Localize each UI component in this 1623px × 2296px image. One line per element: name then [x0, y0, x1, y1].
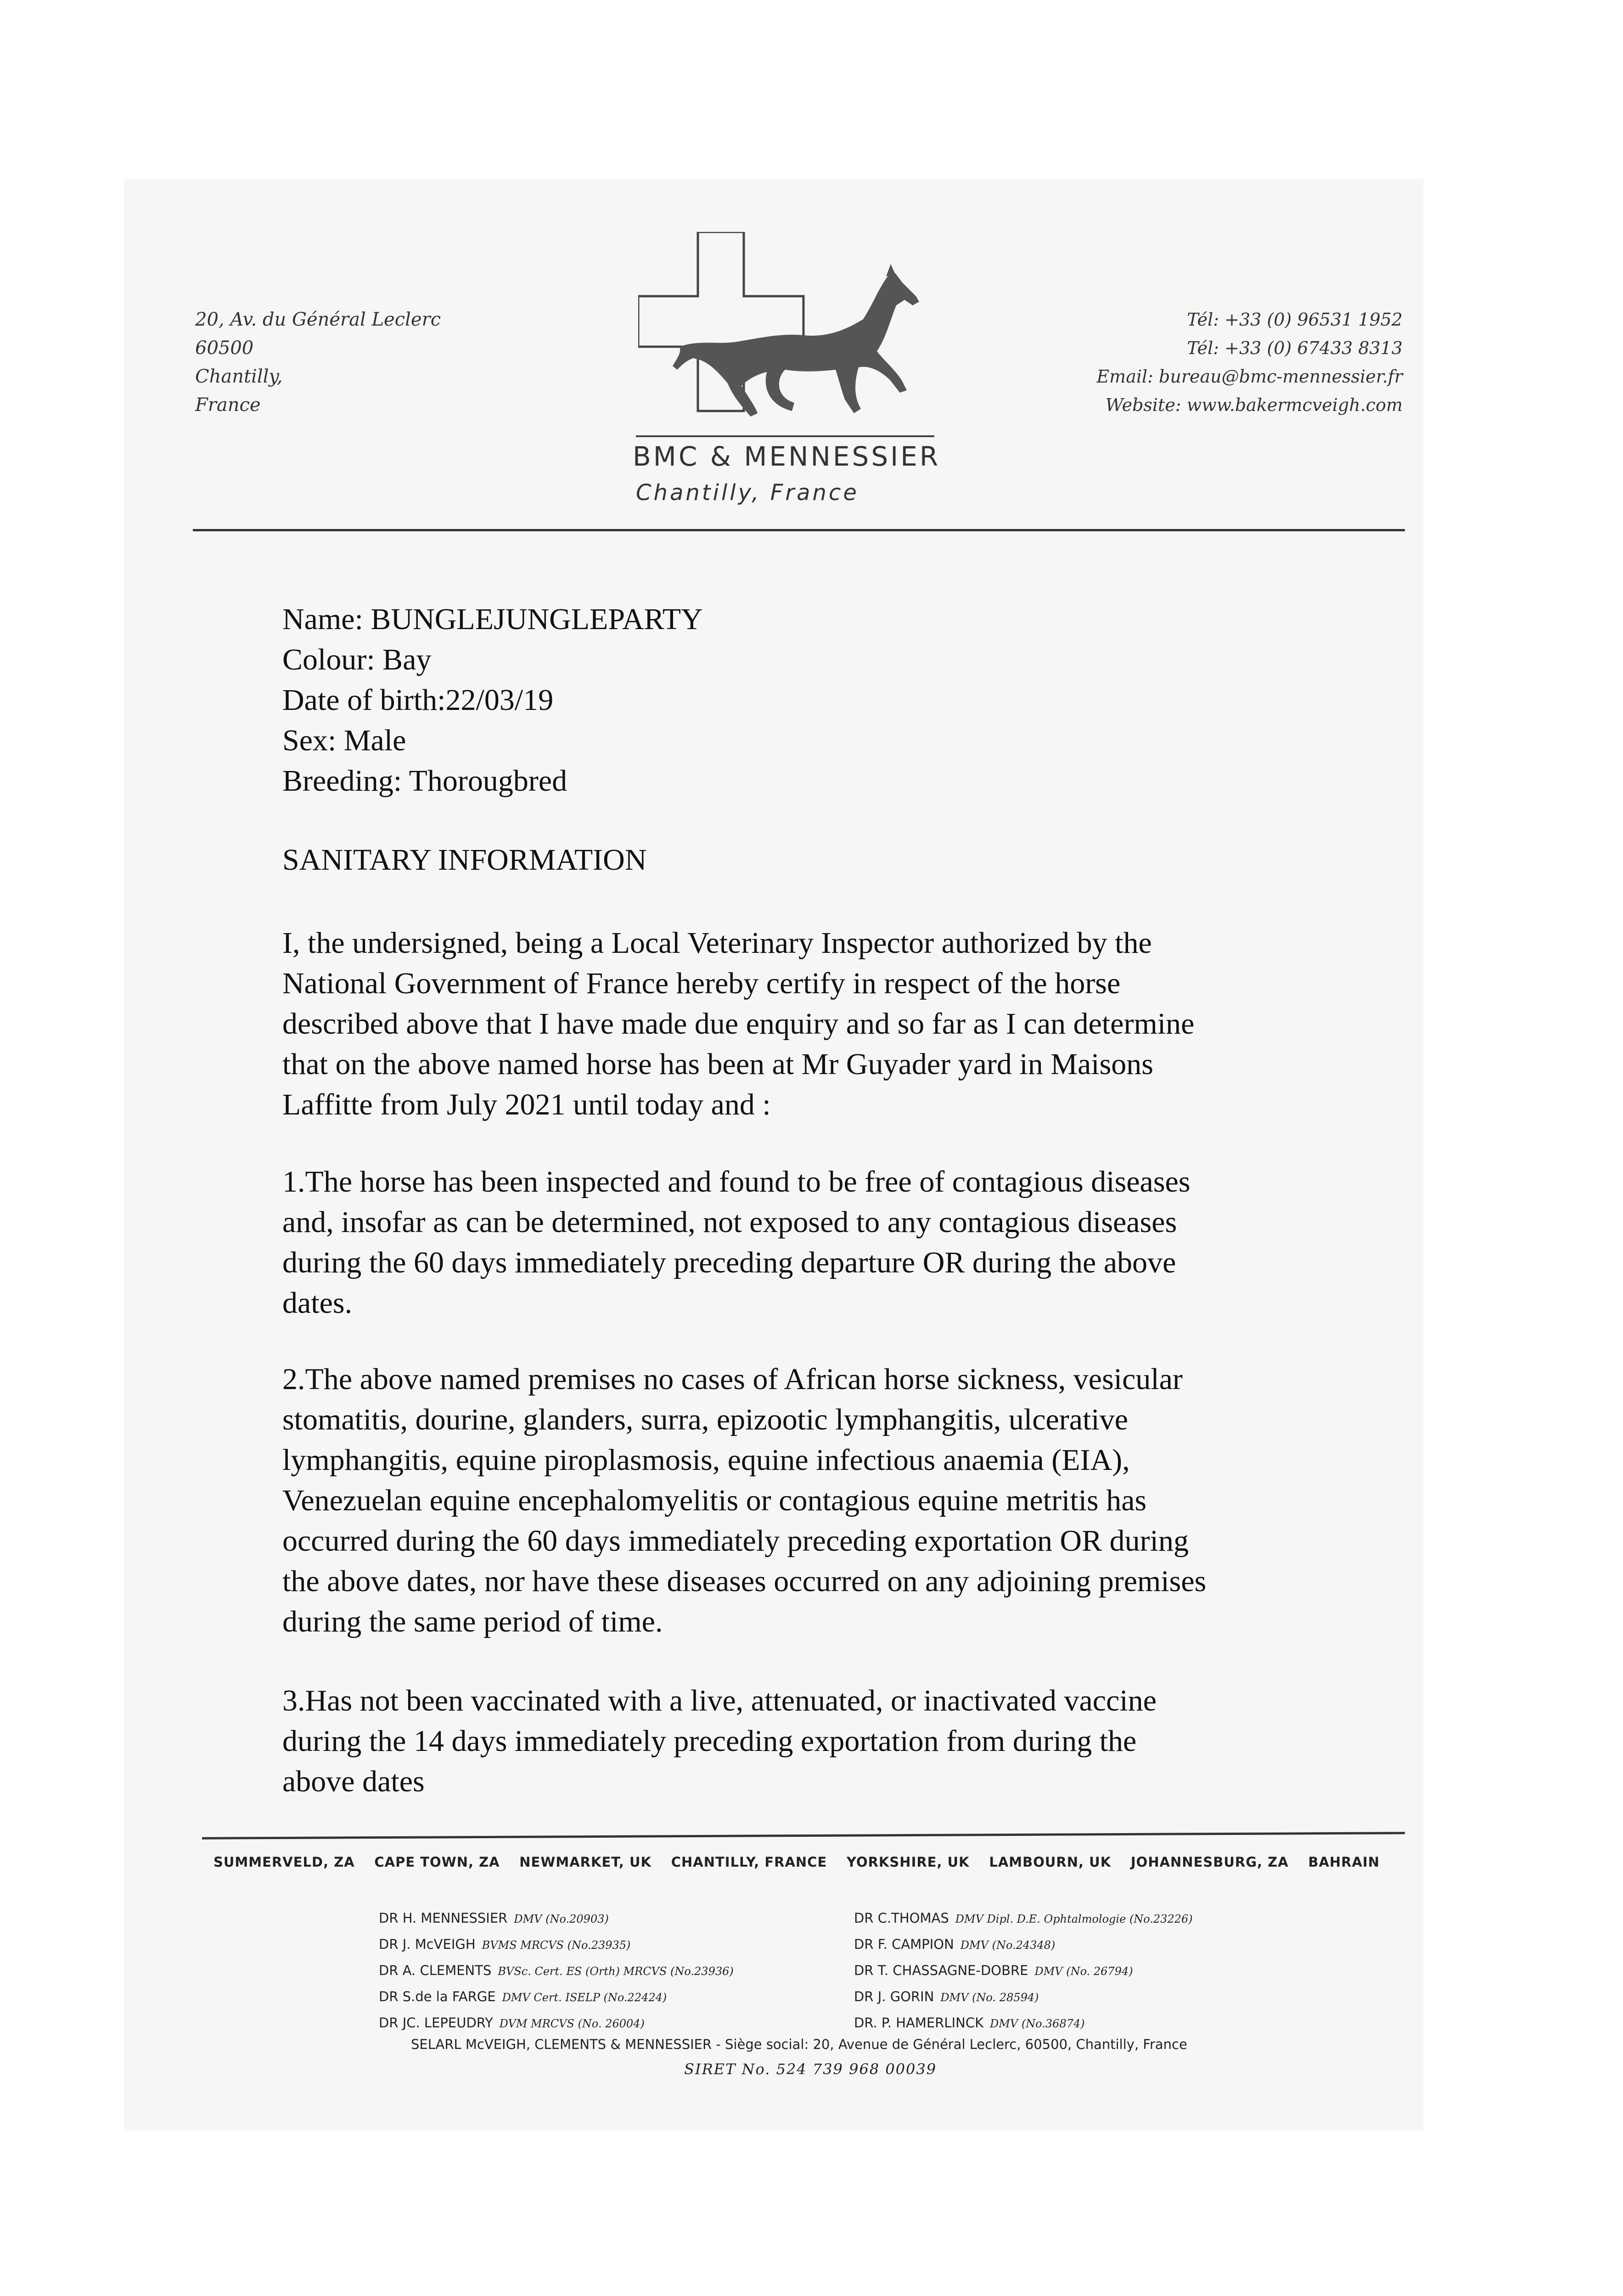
horse-breeding: Breeding: Thorougbred [282, 764, 567, 798]
doctor-entry [379, 1906, 734, 1932]
horse-colour: Colour: Bay [282, 643, 432, 676]
doctor-entry [379, 1958, 734, 1984]
doctor-credentials: BVSc. Cert. ES (Orth) MRCVS (No.23936) [498, 1965, 734, 1978]
text-line: during the 14 days immediately preceding exportation from during the [282, 1724, 1137, 1758]
doctor-entry [854, 1906, 1193, 1932]
doctor-entry [854, 1932, 1193, 1958]
doctor-entry [379, 1932, 734, 1958]
email-line: Email: bureau@bmc-mennessier.fr [1096, 366, 1403, 387]
location: NEWMARKET, UK [519, 1854, 652, 1870]
text-line: Venezuelan equine encephalomyelitis or contagious equine metritis has [282, 1484, 1147, 1517]
doctor-credentials: DMV (No. 26794) [1034, 1965, 1133, 1978]
doctor-entry [854, 2010, 1193, 2037]
address-line: 60500 [195, 338, 254, 359]
text-line: occurred during the 60 days immediately preceding exportation OR during [282, 1524, 1189, 1558]
horse-details [282, 599, 1315, 801]
siret-number: SIRET No. 524 739 968 00039 [684, 2060, 937, 2078]
location: JOHANNESBURG, ZA [1130, 1854, 1289, 1870]
doctors-list-right [854, 1906, 1193, 2037]
doctors-list-left [379, 1906, 734, 2037]
doctor-name: DR F. CAMPION [854, 1936, 954, 1952]
text-line: during the same period of time. [282, 1605, 663, 1638]
brand-location: Chantilly, France [636, 480, 859, 506]
brand-name: BMC & MENNESSIER [633, 441, 941, 472]
text-line: above dates [282, 1765, 425, 1798]
doctor-credentials: DMV (No.36874) [990, 2017, 1085, 2030]
text-line: during the 60 days immediately preceding departure OR during the above [282, 1246, 1176, 1279]
doctor-entry [854, 1984, 1193, 2010]
doctor-credentials: DMV (No.20903) [514, 1913, 609, 1925]
clause-1 [282, 1162, 1315, 1323]
clause-3 [282, 1681, 1315, 1802]
doctor-name: DR J. GORIN [854, 1989, 934, 2004]
doctor-credentials: DVM MRCVS (No. 26004) [499, 2017, 645, 2030]
text-line: Laffitte from July 2021 until today and : [282, 1088, 771, 1121]
doctor-name: DR A. CLEMENTS [379, 1963, 492, 1978]
company-registration: SELARL McVEIGH, CLEMENTS & MENNESSIER - Siège social: 20, Avenue de Général Leclerc, 60500, Chantilly, France [411, 2037, 1187, 2052]
doctor-name: DR JC. LEPEUDRY [379, 2015, 493, 2031]
doctor-entry [854, 1958, 1193, 1984]
text-line: I, the undersigned, being a Local Veterinary Inspector authorized by the [282, 926, 1152, 960]
horse-sex: Sex: Male [282, 724, 406, 757]
location: BAHRAIN [1308, 1854, 1380, 1870]
address-line: Chantilly, [195, 366, 283, 387]
text-line: that on the above named horse has been at Mr Guyader yard in Maisons [282, 1047, 1153, 1081]
address-line: 20, Av. du Général Leclerc [195, 309, 441, 330]
text-line: lymphangitis, equine piroplasmosis, equine infectious anaemia (EIA), [282, 1443, 1130, 1477]
brand-divider [636, 435, 934, 437]
text-line: and, insofar as can be determined, not exposed to any contagious diseases [282, 1205, 1177, 1239]
location: SUMMERVELD, ZA [213, 1854, 355, 1870]
location: YORKSHIRE, UK [846, 1854, 970, 1870]
doctor-name: DR H. MENNESSIER [379, 1910, 508, 1926]
text-line: National Government of France hereby certify in respect of the horse [282, 967, 1121, 1000]
doctor-entry [379, 2010, 734, 2037]
address-line: France [195, 394, 261, 416]
clause-2 [282, 1359, 1315, 1642]
doctor-credentials: BVMS MRCVS (No.23935) [482, 1939, 631, 1952]
text-line: 3.Has not been vaccinated with a live, attenuated, or inactivated vaccine [282, 1684, 1157, 1717]
clinic-address [195, 305, 441, 419]
text-line: stomatitis, dourine, glanders, surra, epizootic lymphangitis, ulcerative [282, 1403, 1129, 1436]
doctor-name: DR S.de la FARGE [379, 1989, 496, 2004]
phone-line: Tél: +33 (0) 67433 8313 [1187, 338, 1403, 358]
section-title: SANITARY INFORMATION [282, 843, 647, 877]
text-line: described above that I have made due enquiry and so far as I can determine [282, 1007, 1195, 1041]
doctor-credentials: DMV Cert. ISELP (No.22424) [502, 1991, 667, 2004]
doctor-credentials: DMV (No. 28594) [940, 1991, 1039, 2004]
office-locations [213, 1854, 1380, 1870]
text-line: 1.The horse has been inspected and found to be free of contagious diseases [282, 1165, 1191, 1199]
cross-and-horse-icon [638, 232, 941, 443]
phone-line: Tél: +33 (0) 96531 1952 [1187, 310, 1403, 330]
location: LAMBOURN, UK [989, 1854, 1112, 1870]
doctor-name: DR. P. HAMERLINCK [854, 2015, 984, 2031]
doctor-name: DR T. CHASSAGNE-DOBRE [854, 1963, 1028, 1978]
doctor-credentials: DMV Dipl. D.E. Ophtalmologie (No.23226) [955, 1913, 1193, 1925]
text-line: dates. [282, 1286, 353, 1320]
doctor-name: DR C.THOMAS [854, 1910, 949, 1926]
website-line: Website: www.bakermcveigh.com [1105, 395, 1403, 415]
horse-dob: Date of birth:22/03/19 [282, 683, 554, 717]
doctor-entry [379, 1984, 734, 2010]
clinic-contact [1096, 305, 1403, 419]
certification-paragraph [282, 923, 1315, 1125]
text-line: the above dates, nor have these diseases occurred on any adjoining premises [282, 1564, 1207, 1598]
text-line: 2.The above named premises no cases of African horse sickness, vesicular [282, 1362, 1183, 1396]
header-divider [193, 529, 1405, 531]
location: CAPE TOWN, ZA [374, 1854, 500, 1870]
horse-name: Name: BUNGLEJUNGLEPARTY [282, 602, 703, 636]
location: CHANTILLY, FRANCE [671, 1854, 827, 1870]
doctor-credentials: DMV (No.24348) [960, 1939, 1056, 1952]
clinic-logo [638, 232, 941, 443]
doctor-name: DR J. McVEIGH [379, 1936, 476, 1952]
